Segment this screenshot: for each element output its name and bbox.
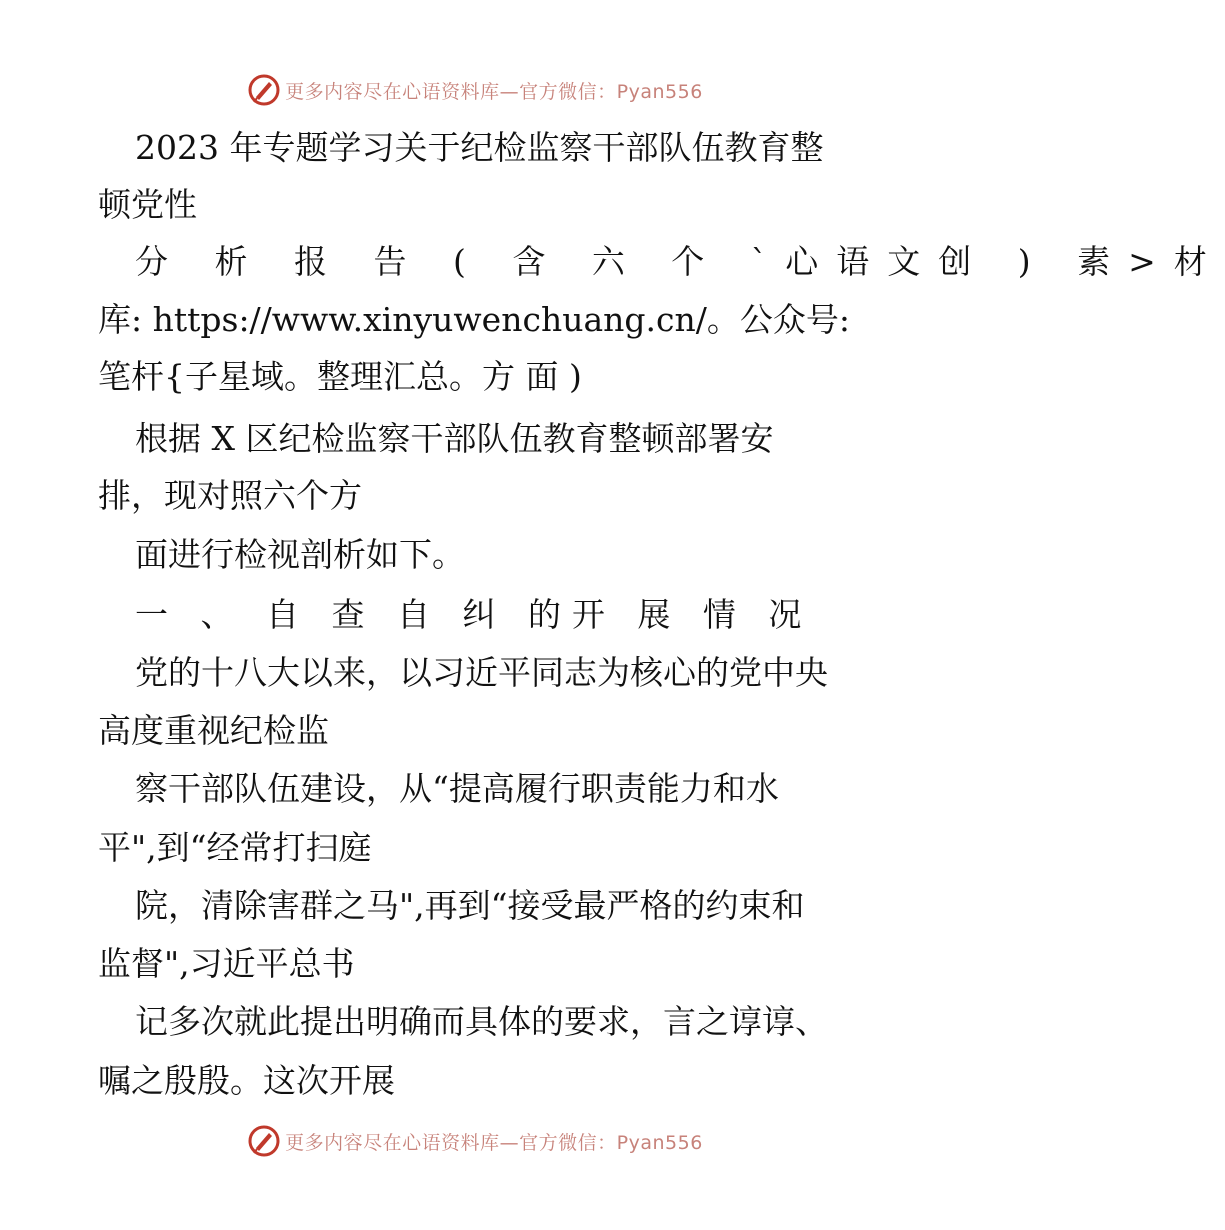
doc-line-4: 库: https://www.xinyuwenchuang.cn/。公众号: — [98, 300, 850, 339]
doc-line-10: 党的十八大以来，以习近平同志为核心的党中央 — [135, 653, 828, 692]
doc-line-1: 2023 年专题学习关于纪检监察干部队伍教育整 — [135, 128, 824, 167]
doc-line-6: 根据 X 区纪检监察干部队伍教育整顿部署安 — [135, 419, 774, 458]
doc-line-11: 高度重视纪检监 — [98, 711, 329, 750]
doc-line-12: 察干部队伍建设，从“提高履行职责能力和水 — [135, 769, 779, 808]
quill-seal-icon — [247, 1124, 281, 1158]
doc-line-7: 排，现对照六个方 — [98, 476, 362, 515]
doc-line-2: 顿党性 — [98, 185, 197, 224]
quill-seal-icon — [247, 73, 281, 107]
header-banner-text: 更多内容尽在心语资料库—官方微信：Pyan556 — [285, 80, 703, 103]
footer-banner-text: 更多内容尽在心语资料库—官方微信：Pyan556 — [285, 1131, 703, 1154]
doc-line-14: 院，清除害群之马",再到“接受最严格的约束和 — [135, 886, 805, 925]
header-banner — [0, 70, 950, 110]
doc-line-15: 监督",习近平总书 — [98, 944, 355, 983]
doc-line-3: 分 析 报 告 ( 含 六 个 `心语文创 ) 素>材 — [135, 242, 1225, 281]
doc-line-17: 嘱之殷殷。这次开展 — [98, 1061, 395, 1100]
doc-line-13: 平",到“经常打扫庭 — [98, 828, 372, 867]
doc-line-5: 笔杆{子星域。整理汇总。方 面 ) — [98, 357, 582, 396]
section-heading-1: 一 、 自 查 自 纠 的开 展 情 况 — [135, 595, 813, 634]
footer-banner — [0, 1121, 950, 1161]
doc-line-8: 面进行检视剖析如下。 — [135, 535, 465, 574]
doc-line-16: 记多次就此提出明确而具体的要求，言之谆谆、 — [135, 1002, 828, 1041]
